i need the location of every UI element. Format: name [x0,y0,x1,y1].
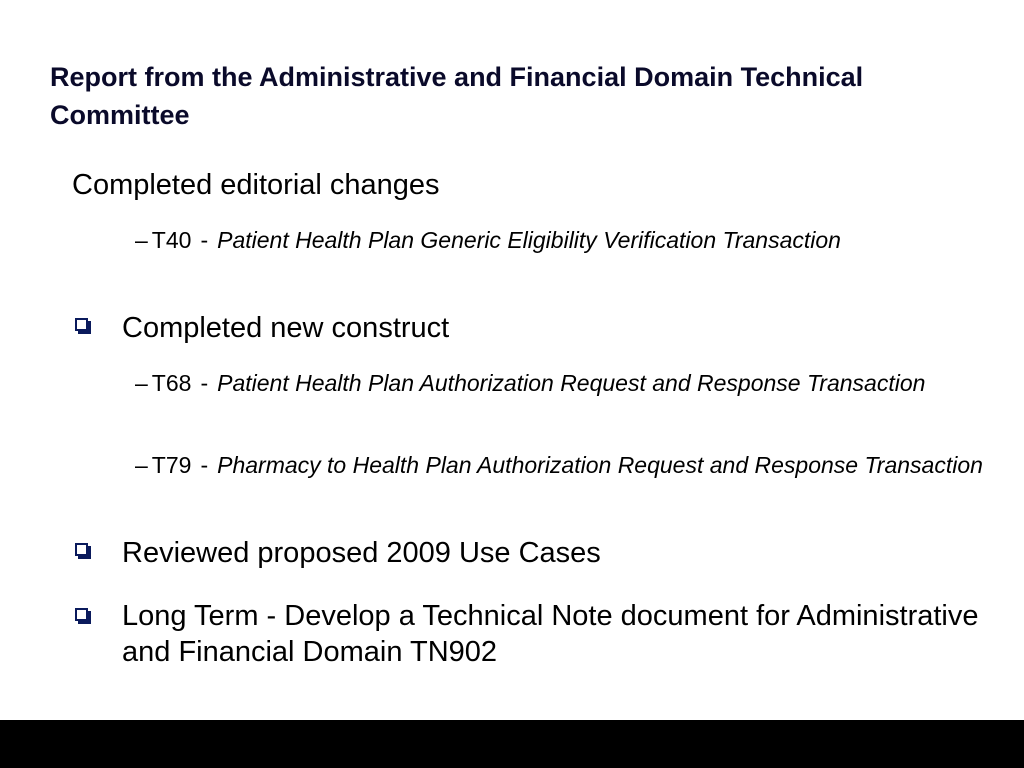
item-description: Pharmacy to Health Plan Authorization Request and Response Transaction [217,452,983,478]
dash-marker: – [135,452,148,478]
checkbox-bullet-icon [75,608,88,621]
item-code: T68 [151,370,192,396]
checkbox-bullet-icon [75,543,88,556]
list-item-t68 [135,368,1012,398]
dash-marker: – [135,370,148,396]
list-item-t79 [135,450,1012,480]
dash-marker: – [135,227,148,253]
section-heading-long-term: Long Term - Develop a Technical Note document for Administrative and Financial Domain TN902 [122,600,979,668]
item-code: T40 [151,227,192,253]
list-item-t40 [135,225,1012,255]
item-description: Patient Health Plan Authorization Request and Response Transaction [217,370,926,396]
item-separator: - [200,370,209,396]
slide-title: Report from the Administrative and Financial Domain Technical Committee [50,62,864,130]
footer-bar [0,720,1024,768]
item-code: T79 [151,452,192,478]
section-heading-new-construct: Completed new construct [122,312,450,344]
item-separator: - [200,227,209,253]
section-heading-editorial: Completed editorial changes [72,169,440,201]
item-separator: - [200,452,209,478]
item-description: Patient Health Plan Generic Eligibility Verification Transaction [217,227,841,253]
section-heading-use-cases: Reviewed proposed 2009 Use Cases [122,537,601,569]
checkbox-bullet-icon [75,318,88,331]
